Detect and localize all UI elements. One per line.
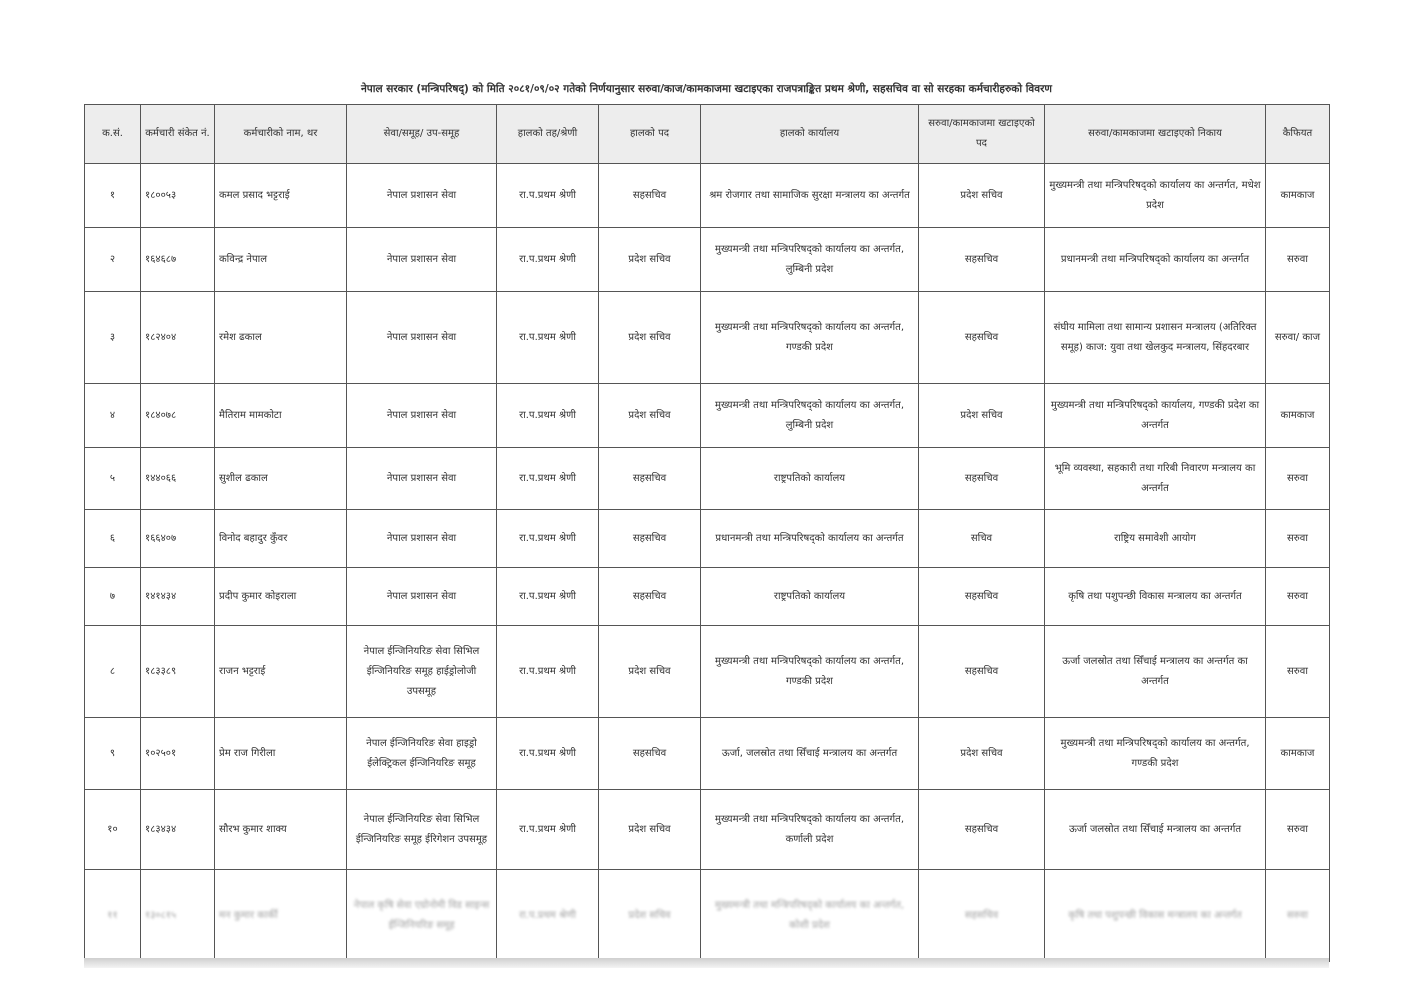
transfer-table	[84, 104, 1330, 962]
cell-current-office: प्रधानमन्त्री तथा मन्त्रिपरिषद्को कार्यालय का अन्तर्गत	[701, 510, 919, 568]
cell-employee-name: प्रदीप कुमार कोइराला	[215, 568, 347, 626]
cell-serial: ११	[85, 870, 141, 962]
cell-assigned-body: मुख्यमन्त्री तथा मन्त्रिपरिषद्को कार्यालय का अन्तर्गत, गण्डकी प्रदेश	[1045, 718, 1266, 790]
cell-employee-code: १८४०७८	[141, 384, 215, 448]
cell-current-office: मुख्यमन्त्री तथा मन्त्रिपरिषद्को कार्यालय का अन्तर्गत, कर्णाली प्रदेश	[701, 790, 919, 870]
cell-service-group: नेपाल प्रशासन सेवा	[347, 164, 497, 228]
table-row	[85, 626, 1330, 718]
header-current-level: हालको तह/श्रेणी	[497, 105, 599, 164]
cell-employee-code: १८३४३४	[141, 790, 215, 870]
cell-serial: १	[85, 164, 141, 228]
cell-current-office: श्रम रोजगार तथा सामाजिक सुरक्षा मन्त्रालय का अन्तर्गत	[701, 164, 919, 228]
cell-current-post: प्रदेश सचिव	[599, 870, 701, 962]
cell-assigned-post: सहसचिव	[919, 626, 1045, 718]
table-row	[85, 292, 1330, 384]
cell-current-post: सहसचिव	[599, 164, 701, 228]
cell-current-level: रा.प.प्रथम श्रेणी	[497, 790, 599, 870]
cell-current-post: सहसचिव	[599, 568, 701, 626]
cell-assigned-post: प्रदेश सचिव	[919, 718, 1045, 790]
cell-current-level: रा.प.प्रथम श्रेणी	[497, 568, 599, 626]
cell-employee-name: कमल प्रसाद भट्टराई	[215, 164, 347, 228]
table-row	[85, 568, 1330, 626]
cell-current-post: प्रदेश सचिव	[599, 228, 701, 292]
cell-remarks: सरुवा	[1266, 448, 1330, 510]
cell-serial: ९	[85, 718, 141, 790]
cell-assigned-post: सहसचिव	[919, 228, 1045, 292]
cell-current-level: रा.प.प्रथम श्रेणी	[497, 510, 599, 568]
cell-employee-name: विनोद बहादुर कुँवर	[215, 510, 347, 568]
table-row	[85, 718, 1330, 790]
cell-current-level: रा.प.प्रथम श्रेणी	[497, 228, 599, 292]
cell-serial: २	[85, 228, 141, 292]
cell-assigned-body: संघीय मामिला तथा सामान्य प्रशासन मन्त्रालय (अतिरिक्त समूह) काज: युवा तथा खेलकुद मन्त्रालय, सिंहदरबार	[1045, 292, 1266, 384]
cell-employee-name: सौरभ कुमार शाक्य	[215, 790, 347, 870]
cell-remarks: सरुवा	[1266, 870, 1330, 962]
cell-current-level: रा.प.प्रथम श्रेणी	[497, 292, 599, 384]
cell-remarks: सरुवा	[1266, 568, 1330, 626]
cell-employee-name: मैतिराम मामकोटा	[215, 384, 347, 448]
cell-current-office: मुख्यमन्त्री तथा मन्त्रिपरिषद्को कार्यालय का अन्तर्गत, लुम्बिनी प्रदेश	[701, 384, 919, 448]
cell-current-level: रा.प.प्रथम श्रेणी	[497, 164, 599, 228]
cell-current-post: प्रदेश सचिव	[599, 790, 701, 870]
cell-serial: ८	[85, 626, 141, 718]
cell-current-level: रा.प.प्रथम श्रेणी	[497, 626, 599, 718]
cell-assigned-post: सहसचिव	[919, 292, 1045, 384]
cell-service-group: नेपाल प्रशासन सेवा	[347, 510, 497, 568]
cell-employee-name: सुशील ढकाल	[215, 448, 347, 510]
cell-current-level: रा.प.प्रथम श्रेणी	[497, 448, 599, 510]
cell-current-level: रा.प.प्रथम श्रेणी	[497, 384, 599, 448]
cell-service-group: नेपाल ईन्जिनियरिङ सेवा सिभिल ईन्जिनियरिङ समूह हाईड्रोलोजी उपसमूह	[347, 626, 497, 718]
cell-service-group: नेपाल प्रशासन सेवा	[347, 384, 497, 448]
cell-remarks: सरुवा	[1266, 626, 1330, 718]
cell-employee-code: १४४०६६	[141, 448, 215, 510]
table-row	[85, 228, 1330, 292]
header-service-group: सेवा/समूह/ उप-समूह	[347, 105, 497, 164]
cell-assigned-body: ऊर्जा जलस्रोत तथा सिँचाई मन्त्रालय का अन्तर्गत	[1045, 790, 1266, 870]
header-assigned-body: सरुवा/कामकाजमा खटाइएको निकाय	[1045, 105, 1266, 164]
cell-serial: ४	[85, 384, 141, 448]
cell-current-office: राष्ट्रपतिको कार्यालय	[701, 448, 919, 510]
header-remarks: कैफियत	[1266, 105, 1330, 164]
header-serial: क.सं.	[85, 105, 141, 164]
cell-service-group: नेपाल ईन्जिनियरिङ सेवा हाइड्रो ईलेक्ट्रिकल ईन्जिनियरिङ समूह	[347, 718, 497, 790]
cell-current-office: मुख्यमन्त्री तथा मन्त्रिपरिषद्को कार्यालय का अन्तर्गत, गण्डकी प्रदेश	[701, 626, 919, 718]
header-employee-code: कर्मचारी संकेत नं.	[141, 105, 215, 164]
cell-employee-name: राजन भट्टराई	[215, 626, 347, 718]
cell-current-office: मुख्यमन्त्री तथा मन्त्रिपरिषद्को कार्यालय का अन्तर्गत, लुम्बिनी प्रदेश	[701, 228, 919, 292]
cell-employee-code: १६४६८७	[141, 228, 215, 292]
cell-remarks: सरुवा	[1266, 510, 1330, 568]
cell-assigned-body: कृषि तथा पशुपन्छी विकास मन्त्रालय का अन्तर्गत	[1045, 568, 1266, 626]
cell-current-post: प्रदेश सचिव	[599, 626, 701, 718]
cell-current-level: रा.प.प्रथम श्रेणी	[497, 870, 599, 962]
cell-current-post: सहसचिव	[599, 510, 701, 568]
cell-current-post: प्रदेश सचिव	[599, 292, 701, 384]
cell-assigned-post: प्रदेश सचिव	[919, 384, 1045, 448]
cell-current-post: प्रदेश सचिव	[599, 384, 701, 448]
cell-service-group: नेपाल कृषि सेवा एग्रोनोमी विड साइन्स ईन्जिनियरिङ समूह	[347, 870, 497, 962]
cell-assigned-body: मुख्यमन्त्री तथा मन्त्रिपरिषद्को कार्यालय का अन्तर्गत, मधेश प्रदेश	[1045, 164, 1266, 228]
table-row	[85, 164, 1330, 228]
cell-employee-name: कविन्द्र नेपाल	[215, 228, 347, 292]
cell-employee-name: प्रेम राज गिरीला	[215, 718, 347, 790]
cell-serial: १०	[85, 790, 141, 870]
cell-service-group: नेपाल प्रशासन सेवा	[347, 228, 497, 292]
cell-assigned-post: सचिव	[919, 510, 1045, 568]
cell-employee-code: १८००५३	[141, 164, 215, 228]
cell-employee-code: १३०८१५	[141, 870, 215, 962]
table-row	[85, 384, 1330, 448]
cell-current-office: ऊर्जा, जलस्रोत तथा सिँचाई मन्त्रालय का अन्तर्गत	[701, 718, 919, 790]
cell-service-group: नेपाल प्रशासन सेवा	[347, 568, 497, 626]
cell-assigned-body: मुख्यमन्त्री तथा मन्त्रिपरिषद्को कार्यालय, गण्डकी प्रदेश का अन्तर्गत	[1045, 384, 1266, 448]
cell-assigned-body: कृषि तथा पशुपन्छी विकास मन्त्रालय का अन्तर्गत	[1045, 870, 1266, 962]
cell-current-office: मुख्यमन्त्री तथा मन्त्रिपरिषद्को कार्यालय का अन्तर्गत, कोशी प्रदेश	[701, 870, 919, 962]
header-current-post: हालको पद	[599, 105, 701, 164]
cell-service-group: नेपाल प्रशासन सेवा	[347, 292, 497, 384]
cell-remarks: सरुवा	[1266, 790, 1330, 870]
cell-current-level: रा.प.प्रथम श्रेणी	[497, 718, 599, 790]
cell-serial: ५	[85, 448, 141, 510]
page-bottom-edge	[84, 958, 1329, 968]
cell-employee-code: १४१४३४	[141, 568, 215, 626]
cell-assigned-post: सहसचिव	[919, 870, 1045, 962]
cell-serial: ७	[85, 568, 141, 626]
header-current-office: हालको कार्यालय	[701, 105, 919, 164]
cell-assigned-post: सहसचिव	[919, 568, 1045, 626]
cell-employee-name: मन कुमार कार्की	[215, 870, 347, 962]
cell-employee-name: रमेश ढकाल	[215, 292, 347, 384]
cell-current-post: सहसचिव	[599, 718, 701, 790]
cell-assigned-post: सहसचिव	[919, 790, 1045, 870]
table-row	[85, 510, 1330, 568]
header-employee-name: कर्मचारीको नाम, थर	[215, 105, 347, 164]
cell-assigned-post: प्रदेश सचिव	[919, 164, 1045, 228]
table-row	[85, 448, 1330, 510]
cell-employee-code: १८२४०४	[141, 292, 215, 384]
cell-current-office: मुख्यमन्त्री तथा मन्त्रिपरिषद्को कार्यालय का अन्तर्गत, गण्डकी प्रदेश	[701, 292, 919, 384]
cell-current-office: राष्ट्रपतिको कार्यालय	[701, 568, 919, 626]
header-assigned-post: सरुवा/कामकाजमा खटाइएको पद	[919, 105, 1045, 164]
cell-serial: ३	[85, 292, 141, 384]
page-title: नेपाल सरकार (मन्त्रिपरिषद्) को मिति २०८१/०९/०२ गतेको निर्णयानुसार सरुवा/काज/कामकाजमा खटाइएका राजपत्राङ्कित प्रथम श्रेणी, सहसचिव वा सो सरहका कर्मचारीहरुको विवरण	[360, 83, 1052, 95]
cell-service-group: नेपाल प्रशासन सेवा	[347, 448, 497, 510]
cell-current-post: सहसचिव	[599, 448, 701, 510]
cell-remarks: कामकाज	[1266, 718, 1330, 790]
cell-employee-code: १६६४०७	[141, 510, 215, 568]
cell-remarks: कामकाज	[1266, 384, 1330, 448]
cell-assigned-body: ऊर्जा जलस्रोत तथा सिँचाई मन्त्रालय का अन्तर्गत का अन्तर्गत	[1045, 626, 1266, 718]
cell-remarks: सरुवा/ काज	[1266, 292, 1330, 384]
cell-remarks: सरुवा	[1266, 228, 1330, 292]
cell-service-group: नेपाल ईन्जिनियरिङ सेवा सिभिल ईन्जिनियरिङ समूह ईरिगेशन उपसमूह	[347, 790, 497, 870]
cell-assigned-body: प्रधानमन्त्री तथा मन्त्रिपरिषद्को कार्यालय का अन्तर्गत	[1045, 228, 1266, 292]
cell-employee-code: १८३३८९	[141, 626, 215, 718]
table-row	[85, 870, 1330, 962]
table-header-row	[85, 105, 1330, 164]
cell-assigned-body: राष्ट्रिय समावेशी आयोग	[1045, 510, 1266, 568]
cell-assigned-body: भूमि व्यवस्था, सहकारी तथा गरिबी निवारण मन्त्रालय का अन्तर्गत	[1045, 448, 1266, 510]
cell-employee-code: १०२५०१	[141, 718, 215, 790]
table-row	[85, 790, 1330, 870]
cell-serial: ६	[85, 510, 141, 568]
cell-remarks: कामकाज	[1266, 164, 1330, 228]
cell-assigned-post: सहसचिव	[919, 448, 1045, 510]
